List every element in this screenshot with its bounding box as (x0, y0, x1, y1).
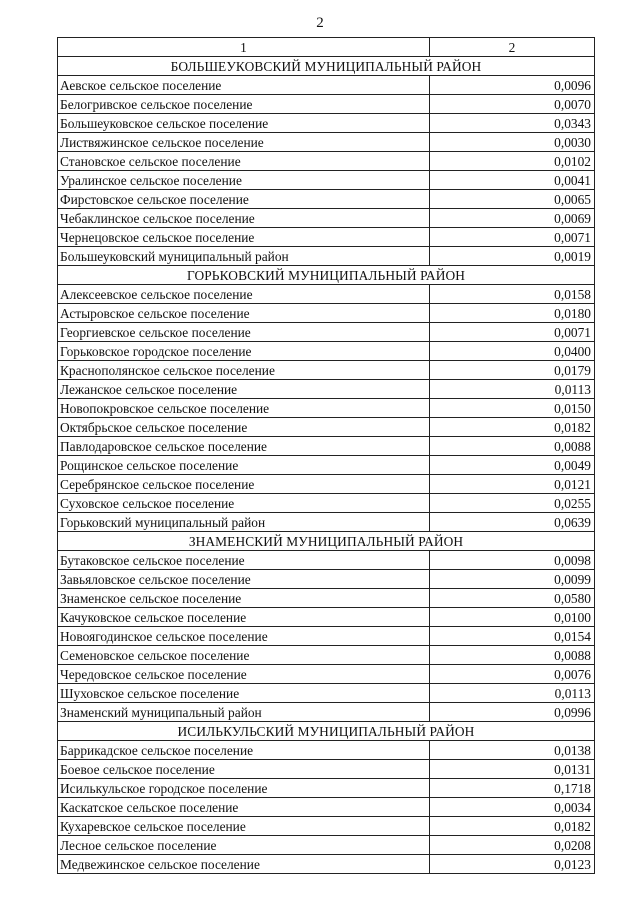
coefficient-value: 0,0041 (430, 171, 595, 190)
column-header-row (58, 38, 595, 57)
coefficient-value: 0,0098 (430, 551, 595, 570)
table-row (58, 684, 595, 703)
table-row (58, 779, 595, 798)
table-row (58, 133, 595, 152)
settlement-name: Белогривское сельское поселение (58, 95, 430, 114)
column-header-2: 2 (430, 38, 595, 57)
coefficient-value: 0,0150 (430, 399, 595, 418)
table-body (58, 38, 595, 874)
settlement-name: Алексеевское сельское поселение (58, 285, 430, 304)
settlement-name: Серебрянское сельское поселение (58, 475, 430, 494)
coefficient-value: 0,0113 (430, 684, 595, 703)
table-row (58, 608, 595, 627)
table-row (58, 228, 595, 247)
coefficient-value: 0,0113 (430, 380, 595, 399)
section-header-row (58, 532, 595, 551)
column-header-1: 1 (58, 38, 430, 57)
section-title: ИСИЛЬКУЛЬСКИЙ МУНИЦИПАЛЬНЫЙ РАЙОН (58, 722, 595, 741)
table-row (58, 570, 595, 589)
table-row (58, 703, 595, 722)
coefficient-value: 0,0138 (430, 741, 595, 760)
coefficient-value: 0,0088 (430, 646, 595, 665)
table-row (58, 361, 595, 380)
section-header-row (58, 57, 595, 76)
settlement-name: Лесное сельское поселение (58, 836, 430, 855)
settlement-name: Семеновское сельское поселение (58, 646, 430, 665)
table-row (58, 323, 595, 342)
coefficient-value: 0,0100 (430, 608, 595, 627)
settlement-name: Знаменское сельское поселение (58, 589, 430, 608)
coefficient-value: 0,0076 (430, 665, 595, 684)
table-row (58, 380, 595, 399)
settlement-name: Большеуковский муниципальный район (58, 247, 430, 266)
table-row (58, 437, 595, 456)
coefficient-value: 0,0096 (430, 76, 595, 95)
settlement-name: Павлодаровское сельское поселение (58, 437, 430, 456)
table-row (58, 760, 595, 779)
settlement-name: Бутаковское сельское поселение (58, 551, 430, 570)
table-row (58, 456, 595, 475)
table-row (58, 95, 595, 114)
table-row (58, 494, 595, 513)
coefficient-value: 0,0071 (430, 228, 595, 247)
settlement-name: Боевое сельское поселение (58, 760, 430, 779)
coefficient-value: 0,0179 (430, 361, 595, 380)
settlement-name: Лежанское сельское поселение (58, 380, 430, 399)
table-row (58, 76, 595, 95)
coefficient-value: 0,0121 (430, 475, 595, 494)
coefficient-value: 0,0088 (430, 437, 595, 456)
section-header-row (58, 722, 595, 741)
settlement-name: Суховское сельское поселение (58, 494, 430, 513)
settlement-name: Октябрьское сельское поселение (58, 418, 430, 437)
settlement-name: Завьяловское сельское поселение (58, 570, 430, 589)
settlement-name: Шуховское сельское поселение (58, 684, 430, 703)
table-row (58, 551, 595, 570)
coefficient-value: 0,0182 (430, 817, 595, 836)
table-row (58, 817, 595, 836)
settlement-name: Рощинское сельское поселение (58, 456, 430, 475)
coefficient-value: 0,0180 (430, 304, 595, 323)
coefficient-value: 0,0030 (430, 133, 595, 152)
coefficient-value: 0,0049 (430, 456, 595, 475)
page-number: 2 (316, 15, 324, 31)
settlement-name: Фирстовское сельское поселение (58, 190, 430, 209)
settlement-name: Знаменский муниципальный район (58, 703, 430, 722)
coefficient-value: 0,0343 (430, 114, 595, 133)
settlement-name: Каскатское сельское поселение (58, 798, 430, 817)
coefficient-value: 0,0069 (430, 209, 595, 228)
table-row (58, 475, 595, 494)
coefficient-value: 0,0065 (430, 190, 595, 209)
table-row (58, 646, 595, 665)
settlement-name: Листвяжинское сельское поселение (58, 133, 430, 152)
table-row (58, 855, 595, 874)
coefficient-value: 0,0034 (430, 798, 595, 817)
settlement-name: Кухаревское сельское поселение (58, 817, 430, 836)
table-row (58, 589, 595, 608)
coefficient-value: 0,0639 (430, 513, 595, 532)
section-header-row (58, 266, 595, 285)
settlement-name: Качуковское сельское поселение (58, 608, 430, 627)
table-row (58, 513, 595, 532)
coefficient-value: 0,0158 (430, 285, 595, 304)
coefficient-value: 0,0123 (430, 855, 595, 874)
table-row (58, 114, 595, 133)
table-row (58, 836, 595, 855)
table-row (58, 190, 595, 209)
table-row (58, 741, 595, 760)
settlement-name: Георгиевское сельское поселение (58, 323, 430, 342)
settlement-name: Аевское сельское поселение (58, 76, 430, 95)
coefficient-value: 0,0182 (430, 418, 595, 437)
settlement-name: Баррикадское сельское поселение (58, 741, 430, 760)
coefficient-value: 0,0996 (430, 703, 595, 722)
table-row (58, 285, 595, 304)
settlement-name: Медвежинское сельское поселение (58, 855, 430, 874)
settlement-name: Исилькульское городское поселение (58, 779, 430, 798)
settlement-name: Новоягодинское сельское поселение (58, 627, 430, 646)
table-row (58, 247, 595, 266)
settlement-name: Горьковский муниципальный район (58, 513, 430, 532)
coefficient-value: 0,0400 (430, 342, 595, 361)
settlement-name: Чебаклинское сельское поселение (58, 209, 430, 228)
section-title: ЗНАМЕНСКИЙ МУНИЦИПАЛЬНЫЙ РАЙОН (58, 532, 595, 551)
table-row (58, 627, 595, 646)
table-row (58, 342, 595, 361)
table-row (58, 209, 595, 228)
coefficient-value: 0,0580 (430, 589, 595, 608)
coefficient-value: 0,0071 (430, 323, 595, 342)
coefficient-value: 0,0255 (430, 494, 595, 513)
allocation-table (57, 37, 595, 874)
table-row (58, 798, 595, 817)
section-title: БОЛЬШЕУКОВСКИЙ МУНИЦИПАЛЬНЫЙ РАЙОН (58, 57, 595, 76)
coefficient-value: 0,0102 (430, 152, 595, 171)
settlement-name: Горьковское городское поселение (58, 342, 430, 361)
coefficient-value: 0,0131 (430, 760, 595, 779)
coefficient-value: 0,0208 (430, 836, 595, 855)
settlement-name: Чернецовское сельское поселение (58, 228, 430, 247)
section-title: ГОРЬКОВСКИЙ МУНИЦИПАЛЬНЫЙ РАЙОН (58, 266, 595, 285)
coefficient-value: 0,0070 (430, 95, 595, 114)
coefficient-value: 0,0154 (430, 627, 595, 646)
coefficient-value: 0,1718 (430, 779, 595, 798)
table-row (58, 399, 595, 418)
table-row (58, 418, 595, 437)
settlement-name: Становское сельское поселение (58, 152, 430, 171)
coefficient-value: 0,0019 (430, 247, 595, 266)
table-row (58, 304, 595, 323)
settlement-name: Новопокровское сельское поселение (58, 399, 430, 418)
settlement-name: Уралинское сельское поселение (58, 171, 430, 190)
settlement-name: Астыровское сельское поселение (58, 304, 430, 323)
table-row (58, 171, 595, 190)
table-row (58, 152, 595, 171)
settlement-name: Большеуковское сельское поселение (58, 114, 430, 133)
settlement-name: Чередовское сельское поселение (58, 665, 430, 684)
settlement-name: Краснополянское сельское поселение (58, 361, 430, 380)
coefficient-value: 0,0099 (430, 570, 595, 589)
table-row (58, 665, 595, 684)
